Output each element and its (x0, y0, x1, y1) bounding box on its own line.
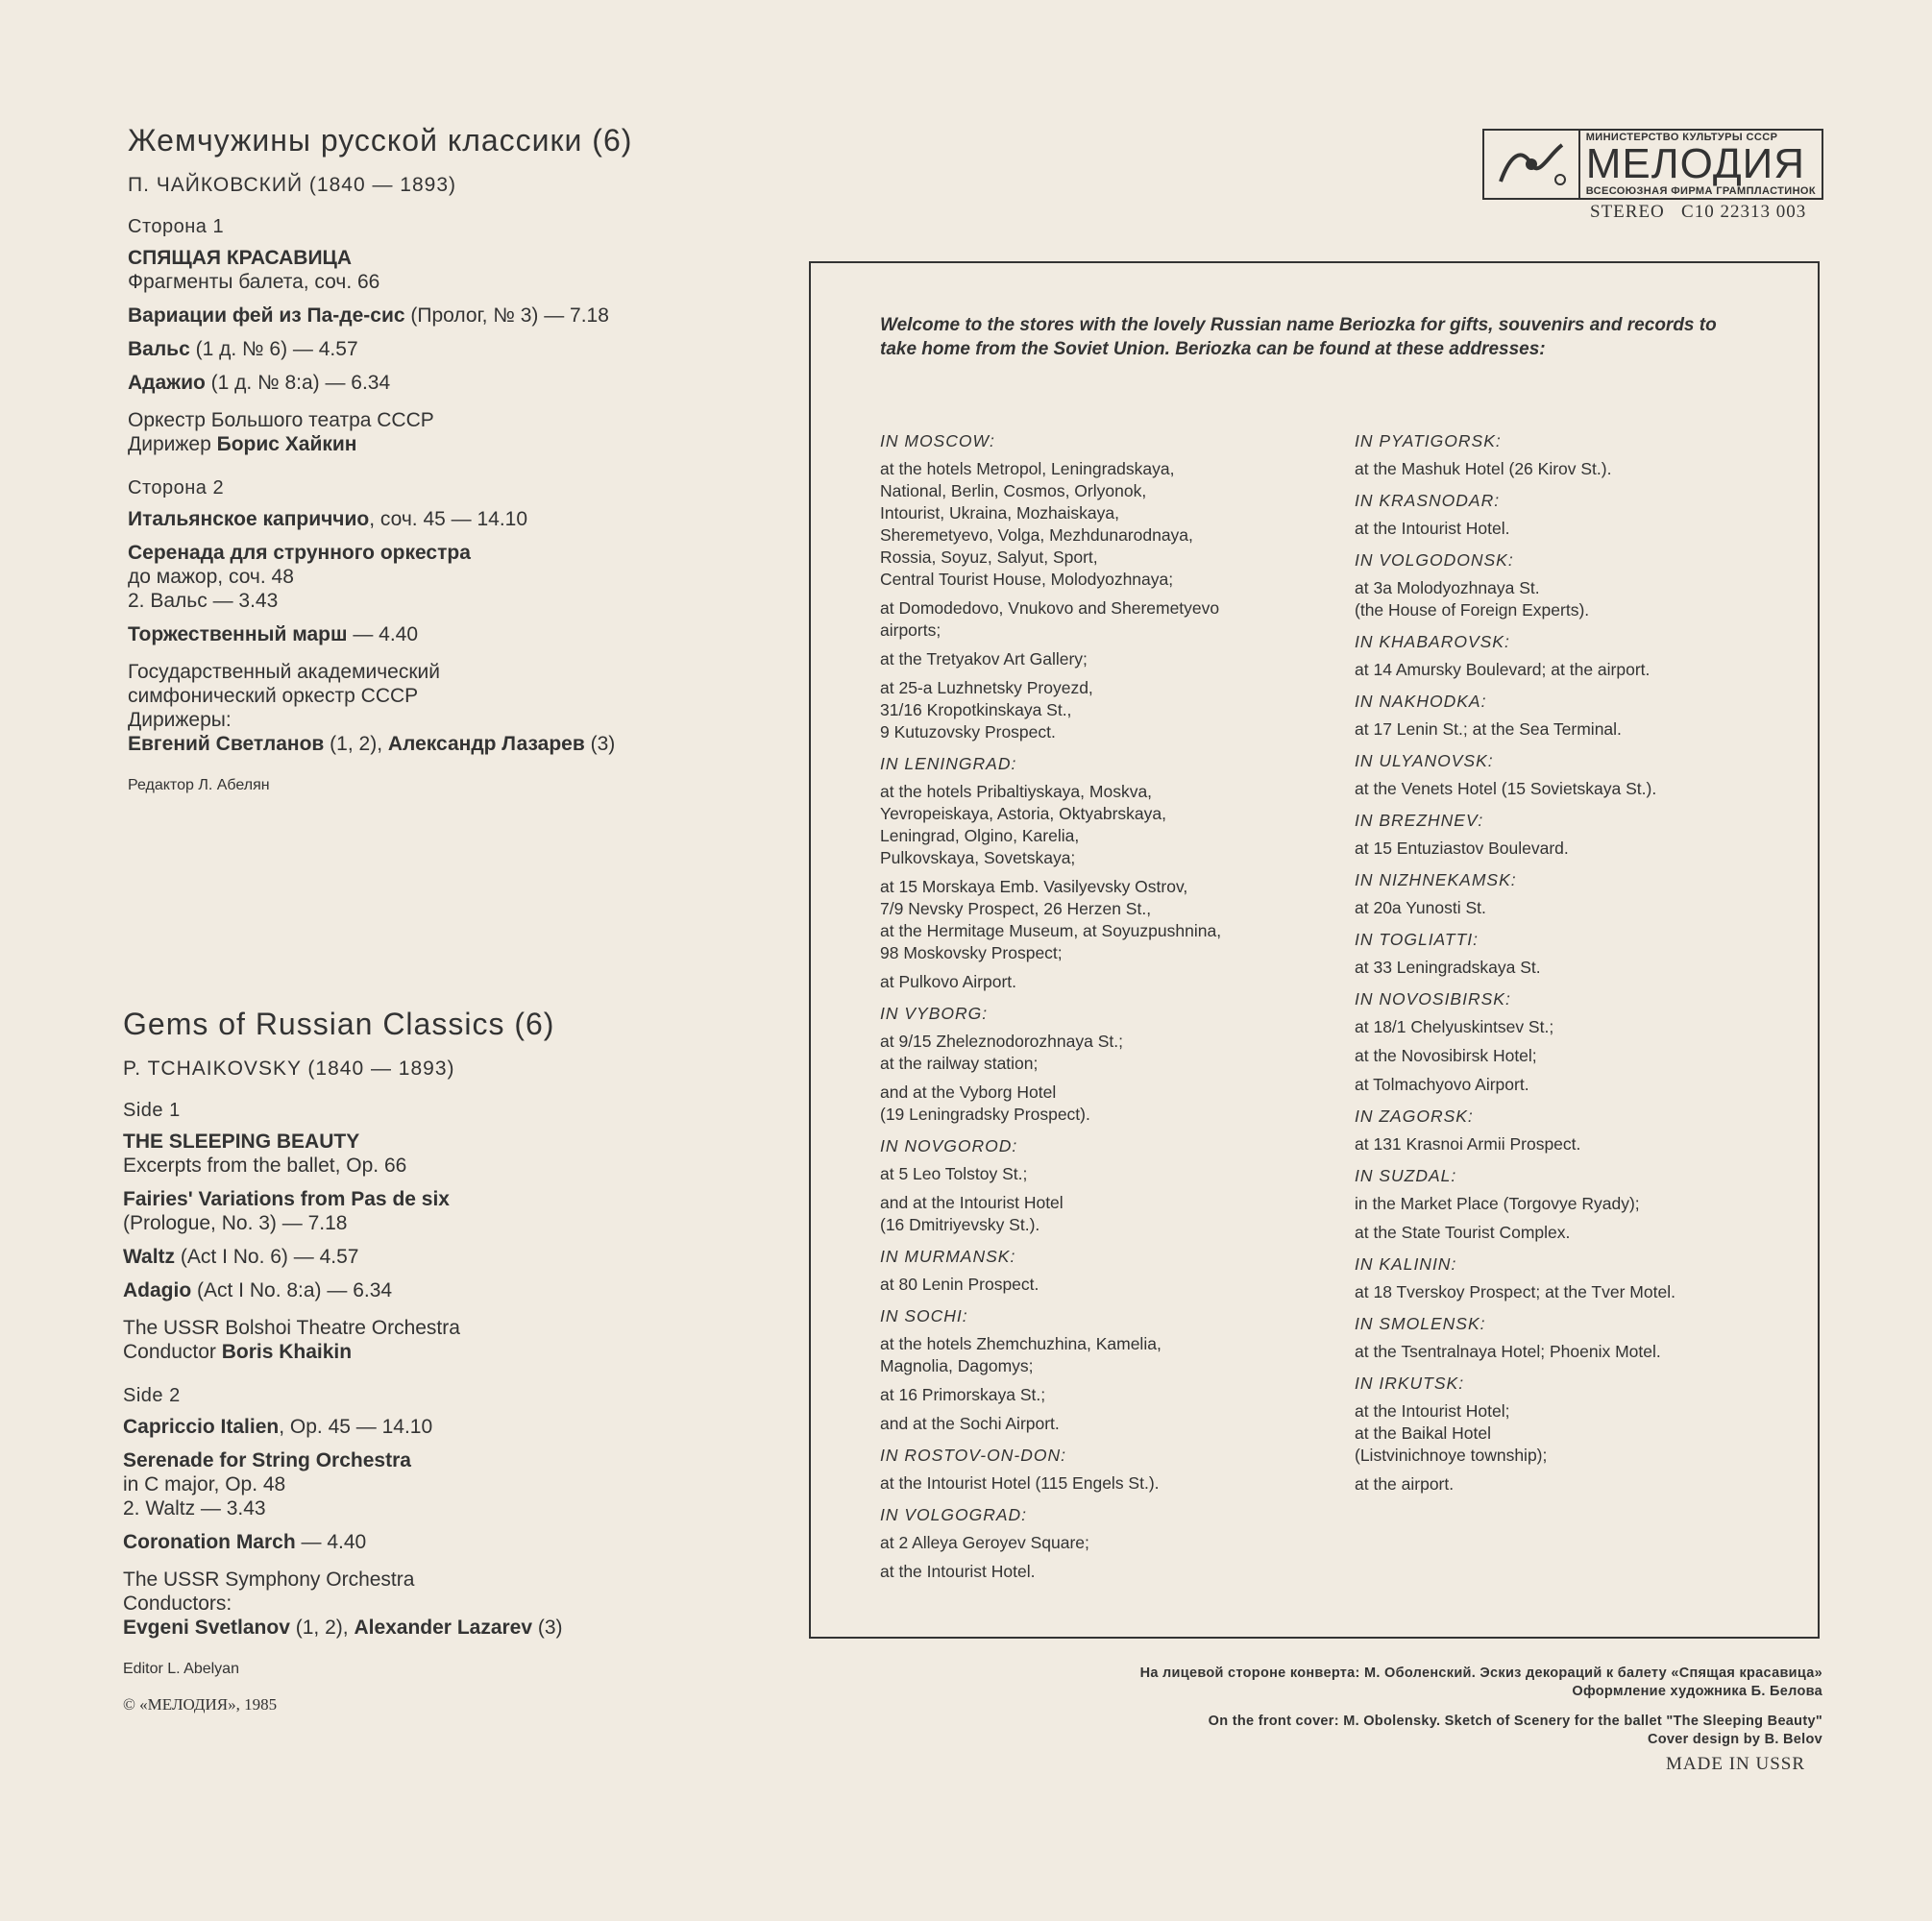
city-heading: IN NOVGOROD: (880, 1136, 1018, 1155)
address-entry (880, 1192, 1341, 1236)
melodiya-logo (1482, 129, 1823, 200)
address-block (880, 1504, 1341, 1583)
address-block (1355, 1373, 1806, 1495)
address-entry (880, 1163, 1341, 1185)
work-title-en: THE SLEEPING BEAUTY (123, 1131, 360, 1153)
address-entry (1355, 838, 1806, 860)
city-heading: IN KRASNODAR: (1355, 491, 1501, 510)
track-ru-5-title: Серенада для струнного оркестра (128, 542, 471, 564)
address-block (1355, 430, 1806, 480)
address-line: 9 Kutuzovsky Prospect. (880, 722, 1056, 742)
made-in-label: MADE IN USSR (1666, 1754, 1806, 1774)
city-heading: IN VOLGODONSK: (1355, 550, 1514, 570)
address-line: airports; (880, 620, 942, 640)
address-entry (1355, 458, 1806, 480)
address-column-2 (1355, 430, 1806, 1505)
cover-credits (1140, 1665, 1822, 1749)
russian-tracklist (128, 123, 781, 794)
address-line: (19 Leningradsky Prospect). (880, 1105, 1090, 1124)
track-en-5-sub2: 2. Waltz — 3.43 (123, 1497, 266, 1520)
address-entry (1355, 577, 1806, 621)
address-line: at the State Tourist Complex. (1355, 1223, 1571, 1242)
address-entry (1355, 778, 1806, 800)
address-line: at the Tretyakov Art Gallery; (880, 649, 1088, 669)
composer-en: P. TCHAIKOVSKY (1840 — 1893) (123, 1058, 455, 1080)
address-entry (880, 1031, 1341, 1075)
address-line: Yevropeiskaya, Astoria, Oktyabrskaya, (880, 804, 1166, 823)
album-title-ru: Жемчужины русской классики (6) (128, 123, 633, 158)
city-heading: IN NIZHNEKAMSK: (1355, 870, 1517, 889)
address-line: at the Novosibirsk Hotel; (1355, 1046, 1537, 1065)
address-line: at the hotels Metropol, Leningradskaya, (880, 459, 1175, 478)
address-entry (1355, 518, 1806, 540)
logo-ministry-text: МИНИСТЕРСТВО КУЛЬТУРЫ СССР (1585, 132, 1778, 143)
address-line: at Tolmachyovo Airport. (1355, 1075, 1529, 1094)
address-line: at 16 Primorskaya St.; (880, 1385, 1046, 1404)
address-entry (1355, 1045, 1806, 1067)
address-entry (880, 677, 1341, 743)
track-en-3: Adagio (Act I No. 8:a) — 6.34 (123, 1279, 393, 1301)
address-line: at Pulkovo Airport. (880, 972, 1017, 991)
address-block (1355, 750, 1806, 800)
address-line: Sheremetyevo, Volga, Mezhdunarodnaya, (880, 525, 1193, 545)
conductors-en: Evgeni Svetlanov (1, 2), Alexander Lazarev (3) (123, 1617, 563, 1639)
welcome-text: Welcome to the stores with the lovely Russian name Beriozka for gifts, souvenirs and records to take home from the Soviet Union. Beriozka can be found at these addresses: (880, 315, 1717, 359)
work-sub-ru: Фрагменты балета, соч. 66 (128, 271, 380, 293)
address-line: 31/16 Kropotkinskaya St., (880, 700, 1072, 719)
city-heading: IN SUZDAL: (1355, 1166, 1457, 1185)
address-line: at the Tsentralnaya Hotel; Phoenix Motel. (1355, 1342, 1661, 1361)
address-line: Pulkovskaya, Sovetskaya; (880, 848, 1076, 867)
address-line: Intourist, Ukraina, Mozhaiskaya, (880, 503, 1119, 523)
address-line: at the Intourist Hotel. (1355, 519, 1510, 538)
address-entry (1355, 1074, 1806, 1096)
city-heading: IN IRKUTSK: (1355, 1374, 1465, 1393)
address-entry (1355, 659, 1806, 681)
track-en-4: Capriccio Italien, Op. 45 — 14.10 (123, 1416, 433, 1438)
logo-company-text: ВСЕСОЮЗНАЯ ФИРМА ГРАМПЛАСТИНОК (1585, 185, 1816, 197)
track-ru-3: Адажио (1 д. № 8:а) — 6.34 (128, 372, 391, 394)
credits-ru-line2: Оформление художника Б. Белова (1572, 1684, 1822, 1699)
city-heading: IN ROSTOV-ON-DON: (880, 1446, 1066, 1465)
address-line: at the hotels Pribaltiyskaya, Moskva, (880, 782, 1153, 801)
address-line: at the Venets Hotel (15 Sovietskaya St.). (1355, 779, 1657, 798)
address-entry (1355, 1133, 1806, 1155)
address-line: at 14 Amursky Boulevard; at the airport. (1355, 660, 1651, 679)
credits-en-line2: Cover design by B. Belov (1647, 1732, 1822, 1747)
address-line: Magnolia, Dagomys; (880, 1356, 1034, 1375)
address-block (1355, 1165, 1806, 1244)
conductors-label-ru: Дирижеры: (128, 709, 232, 731)
track-en-5-title: Serenade for String Orchestra (123, 1449, 411, 1471)
city-heading: IN VYBORG: (880, 1004, 989, 1023)
address-line: 7/9 Nevsky Prospect, 26 Herzen St., (880, 899, 1152, 918)
melodiya-mark-icon (1484, 131, 1580, 198)
side2-label-en: Side 2 (123, 1385, 181, 1406)
credits-en-line1: On the front cover: M. Obolensky. Sketch of Scenery for the ballet "The Sleeping Beauty" (1208, 1714, 1822, 1729)
address-entry (1355, 1341, 1806, 1363)
side1-label-ru: Сторона 1 (128, 216, 225, 237)
address-entry (1355, 718, 1806, 741)
address-line: at 18 Tverskoy Prospect; at the Tver Motel. (1355, 1282, 1675, 1301)
address-block (1355, 1253, 1806, 1303)
address-entry (880, 1082, 1341, 1126)
address-line: Central Tourist House, Molodyozhnaya; (880, 570, 1174, 589)
orchestra-ru-1: Оркестр Большого театра СССР (128, 409, 434, 431)
address-block (880, 1246, 1341, 1296)
address-line: at 25-a Luzhnetsky Proyezd, (880, 678, 1093, 697)
address-line: Leningrad, Olgino, Karelia, (880, 826, 1080, 845)
address-line: at the Intourist Hotel (115 Engels St.). (880, 1473, 1160, 1493)
track-ru-4: Итальянское каприччио, соч. 45 — 14.10 (128, 508, 528, 530)
address-line: at 20a Yunosti St. (1355, 898, 1486, 917)
address-block (1355, 988, 1806, 1096)
conductor-en-1: Conductor Boris Khaikin (123, 1341, 353, 1363)
address-entry (880, 597, 1341, 642)
orchestra-en-1: The USSR Bolshoi Theatre Orchestra (123, 1317, 460, 1339)
address-block (1355, 1313, 1806, 1363)
address-entry (880, 876, 1341, 964)
address-block (1355, 631, 1806, 681)
city-heading: IN SOCHI: (880, 1306, 968, 1325)
address-entry (1355, 1473, 1806, 1495)
copyright: © «МЕЛОДИЯ», 1985 (123, 1695, 278, 1714)
address-line: at the Intourist Hotel. (880, 1562, 1036, 1581)
city-heading: IN NAKHODKA: (1355, 692, 1487, 711)
address-entry (880, 458, 1341, 591)
address-entry (880, 1413, 1341, 1435)
address-block (880, 430, 1341, 743)
orchestra-ru-2a: Государственный академический (128, 661, 441, 683)
english-tracklist (123, 1007, 786, 1714)
address-block (880, 753, 1341, 993)
editor-en: Editor L. Abelyan (123, 1661, 239, 1677)
track-en-6: Coronation March — 4.40 (123, 1531, 367, 1553)
beriozka-address-box (809, 261, 1820, 1639)
address-entry (880, 1384, 1341, 1406)
address-entry (1355, 897, 1806, 919)
address-line: at the railway station; (880, 1054, 1039, 1073)
conductors-label-en: Conductors: (123, 1593, 232, 1615)
address-entry (880, 1532, 1341, 1554)
city-heading: IN MOSCOW: (880, 431, 995, 450)
address-line: and at the Vyborg Hotel (880, 1082, 1057, 1102)
track-ru-5-sub1: до мажор, соч. 48 (128, 566, 294, 588)
city-heading: IN NOVOSIBIRSK: (1355, 989, 1511, 1009)
city-heading: IN LENINGRAD: (880, 754, 1017, 773)
address-line: at 15 Entuziastov Boulevard. (1355, 839, 1569, 858)
address-line: at Domodedovo, Vnukovo and Sheremetyevo (880, 598, 1220, 618)
track-en-5-sub1: in C major, Op. 48 (123, 1473, 286, 1495)
address-entry (1355, 1222, 1806, 1244)
address-column-1 (880, 430, 1341, 1593)
address-block (880, 1305, 1341, 1435)
address-block (1355, 869, 1806, 919)
address-block (1355, 1106, 1806, 1155)
album-title-en: Gems of Russian Classics (6) (123, 1007, 555, 1041)
address-line: at the Mashuk Hotel (26 Kirov St.). (1355, 459, 1612, 478)
logo-name: МЕЛОДИЯ (1585, 140, 1806, 187)
conductor-ru-1: Дирижер Борис Хайкин (128, 433, 357, 455)
address-block (1355, 549, 1806, 621)
address-entry (880, 648, 1341, 670)
address-line: 98 Moskovsky Prospect; (880, 943, 1063, 962)
address-line: and at the Sochi Airport. (880, 1414, 1060, 1433)
record-catalog-number: STEREO С10 22313 003 (1590, 202, 1807, 222)
side2-label-ru: Сторона 2 (128, 477, 225, 498)
city-heading: IN BREZHNEV: (1355, 811, 1484, 830)
address-entry (1355, 957, 1806, 979)
city-heading: IN ZAGORSK: (1355, 1106, 1474, 1126)
address-entry (880, 1561, 1341, 1583)
address-entry (880, 1274, 1341, 1296)
track-ru-6: Торжественный марш — 4.40 (128, 623, 419, 645)
orchestra-ru-2b: симфонический оркестр СССР (128, 685, 419, 707)
address-line: at 80 Lenin Prospect. (880, 1275, 1039, 1294)
city-heading: IN SMOLENSK: (1355, 1314, 1486, 1333)
address-entry (880, 971, 1341, 993)
city-heading: IN ULYANOVSK: (1355, 751, 1494, 770)
address-block (880, 1003, 1341, 1126)
conductors-ru: Евгений Светланов (1, 2), Александр Лазарев (3) (128, 733, 616, 755)
side1-label-en: Side 1 (123, 1100, 181, 1121)
address-line: at 33 Leningradskaya St. (1355, 958, 1541, 977)
work-title-ru: СПЯЩАЯ КРАСАВИЦА (128, 247, 353, 269)
track-en-2: Waltz (Act I No. 6) — 4.57 (123, 1246, 359, 1268)
track-ru-2: Вальс (1 д. № 6) — 4.57 (128, 338, 358, 360)
address-line: at 3a Molodyozhnaya St. (1355, 578, 1540, 597)
city-heading: IN PYATIGORSK: (1355, 431, 1502, 450)
track-en-1-sub: (Prologue, No. 3) — 7.18 (123, 1212, 348, 1234)
address-line: at 9/15 Zheleznodorozhnaya St.; (880, 1032, 1123, 1051)
city-heading: IN TOGLIATTI: (1355, 930, 1480, 949)
address-entry (1355, 1016, 1806, 1038)
address-block (1355, 691, 1806, 741)
address-block (1355, 490, 1806, 540)
address-entry (880, 1472, 1341, 1495)
address-entry (1355, 1281, 1806, 1303)
address-line: at 15 Morskaya Emb. Vasilyevsky Ostrov, (880, 877, 1188, 896)
address-block (880, 1445, 1341, 1495)
address-line: at the Intourist Hotel; (1355, 1401, 1510, 1421)
address-line: at the Hermitage Museum, at Soyuzpushnina, (880, 921, 1222, 940)
address-line: at 18/1 Chelyuskintsev St.; (1355, 1017, 1554, 1036)
address-line: (16 Dmitriyevsky St.). (880, 1215, 1040, 1234)
address-line: in the Market Place (Torgovye Ryady); (1355, 1194, 1640, 1213)
composer-ru: П. ЧАЙКОВСКИЙ (1840 — 1893) (128, 174, 457, 196)
editor-ru: Редактор Л. Абелян (128, 777, 270, 793)
address-line: (Listvinichnoye township); (1355, 1446, 1548, 1465)
address-line: at 5 Leo Tolstoy St.; (880, 1164, 1028, 1183)
address-line: at 17 Lenin St.; at the Sea Terminal. (1355, 719, 1622, 739)
city-heading: IN VOLGOGRAD: (880, 1505, 1028, 1524)
address-line: at 2 Alleya Geroyev Square; (880, 1533, 1089, 1552)
address-entry (1355, 1193, 1806, 1215)
city-heading: IN KALININ: (1355, 1254, 1457, 1274)
address-block (1355, 929, 1806, 979)
track-en-1-title: Fairies' Variations from Pas de six (123, 1188, 450, 1210)
city-heading: IN MURMANSK: (880, 1247, 1016, 1266)
orchestra-en-2: The USSR Symphony Orchestra (123, 1568, 415, 1591)
address-line: at the Baikal Hotel (1355, 1423, 1492, 1443)
address-block (1355, 810, 1806, 860)
city-heading: IN KHABAROVSK: (1355, 632, 1510, 651)
address-line: (the House of Foreign Experts). (1355, 600, 1590, 620)
track-ru-1: Вариации фей из Па-де-сис (Пролог, № 3) — 7.18 (128, 304, 609, 327)
track-ru-5-sub2: 2. Вальс — 3.43 (128, 590, 279, 612)
credits-ru-line1: На лицевой стороне конверта: М. Оболенский. Эскиз декораций к балету «Спящая красавица» (1139, 1666, 1822, 1681)
address-line: at the hotels Zhemchuzhina, Kamelia, (880, 1334, 1162, 1353)
work-sub-en: Excerpts from the ballet, Op. 66 (123, 1155, 407, 1177)
address-entry (880, 1333, 1341, 1377)
address-line: and at the Intourist Hotel (880, 1193, 1064, 1212)
address-line: Rossia, Soyuz, Salyut, Sport, (880, 547, 1098, 567)
address-line: at 131 Krasnoi Armii Prospect. (1355, 1134, 1581, 1154)
address-entry (880, 781, 1341, 869)
address-line: National, Berlin, Cosmos, Orlyonok, (880, 481, 1147, 500)
address-block (880, 1135, 1341, 1236)
address-line: at the airport. (1355, 1474, 1455, 1494)
address-entry (1355, 1400, 1806, 1467)
